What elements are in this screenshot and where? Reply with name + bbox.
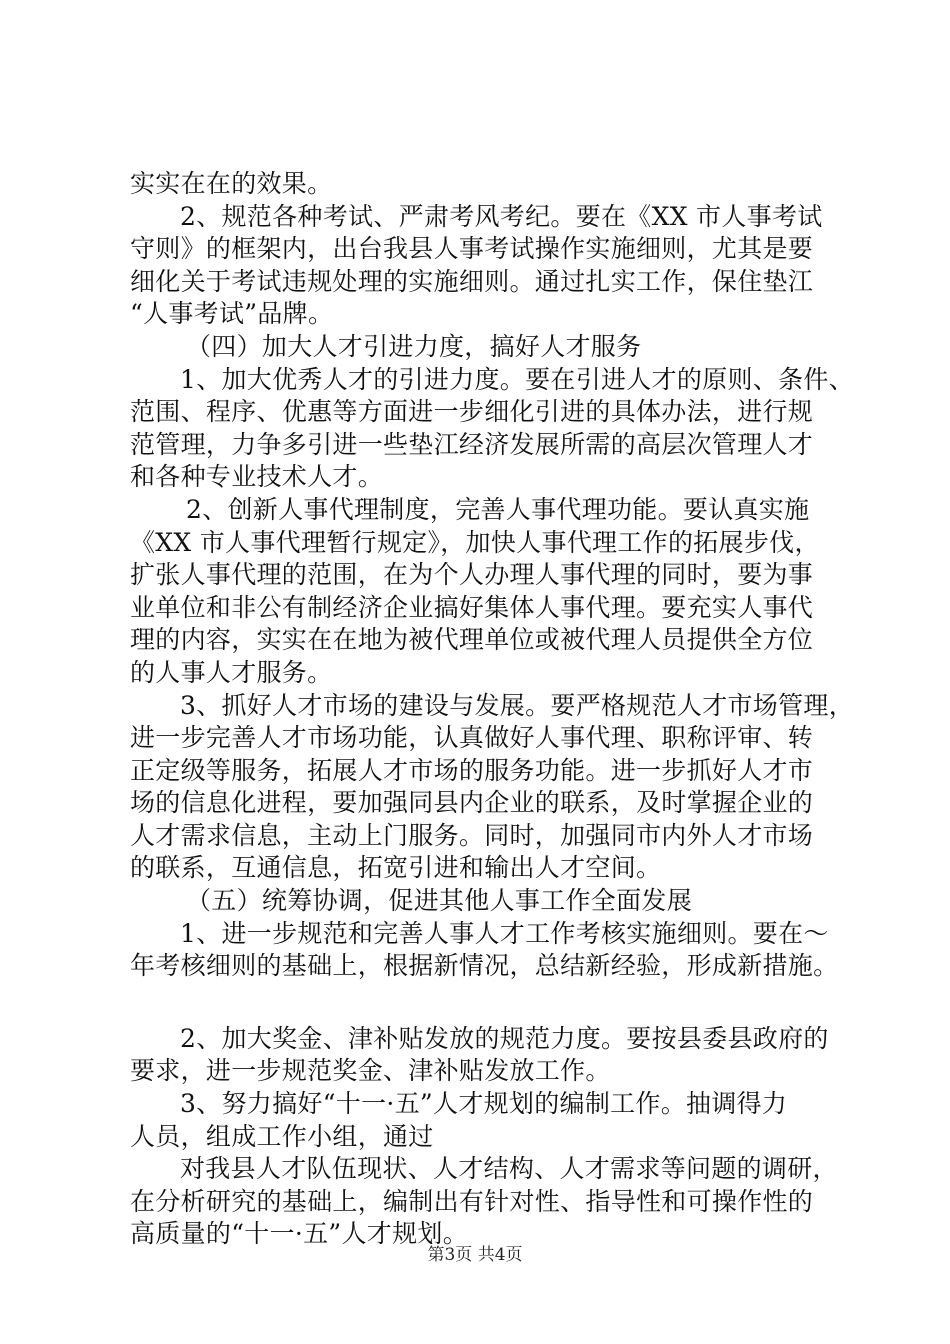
text-line: 和各种专业技术人才。	[130, 462, 384, 492]
text-line: 2、创新人事代理制度，完善人事代理功能。要认真实施	[186, 494, 810, 524]
text-line: 正定级等服务，拓展人才市场的服务功能。进一步抓好人才市	[130, 755, 814, 785]
text-line: 的人事人才服务。	[130, 657, 333, 687]
text-line: 2、加大奖金、津补贴发放的规范力度。要按县委县政府的	[180, 1023, 829, 1053]
text-line: 在分析研究的基础上，编制出有针对性、指导性和可操作性的	[130, 1186, 814, 1216]
text-line: 《XX 市人事代理暂行规定》，加快人事代理工作的拓展步伐，	[130, 527, 820, 557]
text-line: 2、规范各种考试、严肃考风考纪。要在《XX 市人事考试	[180, 201, 823, 231]
text-line: 场的信息化进程，要加强同县内企业的联系，及时掌握企业的	[130, 788, 814, 818]
text-line: 范管理，力争多引进一些垫江经济发展所需的高层次管理人才	[130, 429, 814, 459]
text-line: 3、努力搞好“十一·五”人才规划的编制工作。抽调得力	[180, 1089, 788, 1119]
text-line: 范围、程序、优惠等方面进一步细化引进的具体办法，进行规	[130, 397, 814, 427]
document-body	[130, 168, 855, 1251]
text-line: 进一步完善人才市场功能，认真做好人事代理、职称评审、转	[130, 723, 814, 753]
text-line: 的联系，互通信息，拓宽引进和输出人才空间。	[130, 853, 662, 883]
text-line: 年考核细则的基础上，根据新情况，总结新经验，形成新措施。	[130, 951, 839, 981]
section-heading: （四）加大人才引进力度，搞好人才服务	[186, 331, 642, 361]
text-line: 高质量的“十一·五”人才规划。	[130, 1219, 469, 1249]
paragraph-gap	[130, 983, 850, 1023]
text-line: 要求，进一步规范奖金、津补贴发放工作。	[130, 1056, 611, 1086]
text-line: 1、进一步规范和完善人事人才工作考核实施细则。要在～	[180, 918, 829, 948]
text-line: 理的内容，实实在在地为被代理单位或被代理人员提供全方位	[130, 625, 814, 655]
text-line: “人事考试”品牌。	[130, 299, 334, 329]
text-line: 对我县人才队伍现状、人才结构、人才需求等问题的调研，	[180, 1154, 838, 1184]
text-line: 扩张人事代理的范围，在为个人办理人事代理的同时，要为事	[130, 560, 814, 590]
text-line: 人员，组成工作小组，通过	[130, 1121, 434, 1151]
section-heading: （五）统筹协调，促进其他人事工作全面发展	[186, 886, 693, 916]
text-line: 细化关于考试违规处理的实施细则。通过扎实工作，保住垫江	[130, 266, 814, 296]
text-line: 人才需求信息，主动上门服务。同时，加强同市内外人才市场	[130, 820, 814, 850]
text-line: 守则》的框架内，出台我县人事考试操作实施细则，尤其是要	[130, 234, 814, 264]
text-line: 业单位和非公有制经济企业搞好集体人事代理。要充实人事代	[130, 592, 814, 622]
text-line: 实实在在的效果。	[130, 169, 333, 198]
text-line: 1、加大优秀人才的引进力度。要在引进人才的原则、条件、	[180, 364, 855, 394]
text-line: 3、抓好人才市场的建设与发展。要严格规范人才市场管理，	[180, 690, 855, 720]
page-number-footer: 第3页 共4页	[427, 1245, 523, 1265]
